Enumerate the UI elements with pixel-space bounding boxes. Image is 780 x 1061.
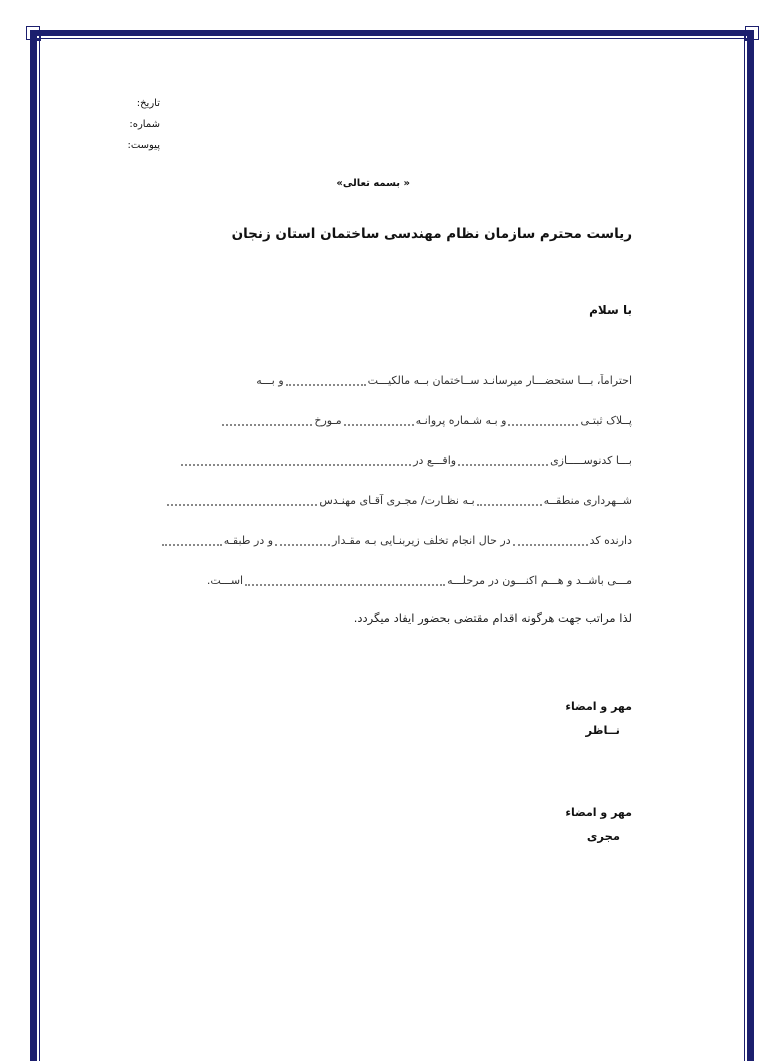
executor-role: مجری bbox=[586, 829, 620, 843]
letter-meta bbox=[100, 93, 160, 156]
page-border-right bbox=[747, 30, 754, 1061]
number-label: شماره: bbox=[129, 119, 160, 130]
body-text: واقـــع در bbox=[413, 454, 457, 467]
body-text: دارنده کد bbox=[589, 534, 632, 547]
body-text: بـه نظـارت/ مجـری آقـای مهنـدس bbox=[319, 494, 475, 507]
supervisor-signature-title: مهر و امضاء bbox=[565, 700, 632, 713]
body-text: در حال انجام تخلف زیربنـایی بـه مقـدار bbox=[332, 534, 511, 547]
border-corner-ornament-left bbox=[26, 26, 40, 40]
fill-blank-area[interactable] bbox=[275, 537, 330, 546]
recipient-heading: ریاست محترم سازمان نظام مهندسی ساختمان استان زنجان bbox=[231, 226, 632, 242]
date-label: تاریخ: bbox=[136, 98, 160, 109]
body-line-district bbox=[106, 494, 632, 514]
page-border-left-inner bbox=[39, 38, 40, 1061]
fill-blank-stage[interactable] bbox=[245, 577, 445, 586]
body-text: و بـــه bbox=[256, 374, 284, 387]
attachment-label: پیوست: bbox=[127, 140, 160, 151]
body-text: بـــا کدنوســـــازی bbox=[550, 454, 632, 467]
page-border-top-inner bbox=[36, 38, 749, 39]
body-text: شــهرداری منطقــه bbox=[543, 494, 632, 507]
body-text: پــلاک ثبتـی bbox=[580, 414, 632, 427]
page-border-left bbox=[30, 30, 37, 1061]
fill-blank-plot[interactable] bbox=[508, 417, 578, 426]
page-border-top bbox=[36, 30, 749, 36]
body-text: مـورخ bbox=[314, 414, 342, 427]
body-text: اســـت. bbox=[206, 574, 244, 587]
body-text: و بـه شـماره پروانـه bbox=[415, 414, 507, 427]
executor-signature-title: مهر و امضاء bbox=[565, 806, 632, 819]
fill-blank-engineer[interactable] bbox=[167, 497, 317, 506]
fill-blank-district[interactable] bbox=[477, 497, 542, 506]
supervisor-role: نــاظر bbox=[585, 723, 620, 737]
fill-blank-location[interactable] bbox=[181, 457, 411, 466]
fill-blank-renovation-code[interactable] bbox=[458, 457, 548, 466]
body-text: و در طبقـه bbox=[223, 534, 274, 547]
border-corner-ornament-right bbox=[745, 26, 759, 40]
fill-blank-owner[interactable] bbox=[286, 377, 366, 386]
fill-blank-date[interactable] bbox=[222, 417, 312, 426]
closing-sentence: لذا مراتب جهت هرگونه اقدام مقتضی بحضور ایفاد میگردد. bbox=[353, 611, 632, 625]
body-text: احتراماً، بـــا ستحضـــار میرسانـد ســاختمان بــه مالکیـــت bbox=[367, 374, 632, 387]
body-line-owner bbox=[106, 374, 632, 394]
page-border-right-inner bbox=[744, 38, 745, 1061]
bismillah: « بسمه تعالی» bbox=[336, 178, 410, 189]
fill-blank-permit-number[interactable] bbox=[344, 417, 414, 426]
body-line-code bbox=[106, 454, 632, 474]
body-line-plot bbox=[106, 414, 632, 434]
body-line-violation bbox=[106, 534, 632, 554]
greeting: با سلام bbox=[589, 303, 632, 317]
body-line-stage bbox=[106, 574, 632, 594]
fill-blank-floor[interactable] bbox=[162, 537, 222, 546]
fill-blank-engineer-code[interactable] bbox=[513, 537, 588, 546]
body-text: مـــی باشــد و هـــم اکنـــون در مرحلـــه bbox=[447, 574, 632, 587]
